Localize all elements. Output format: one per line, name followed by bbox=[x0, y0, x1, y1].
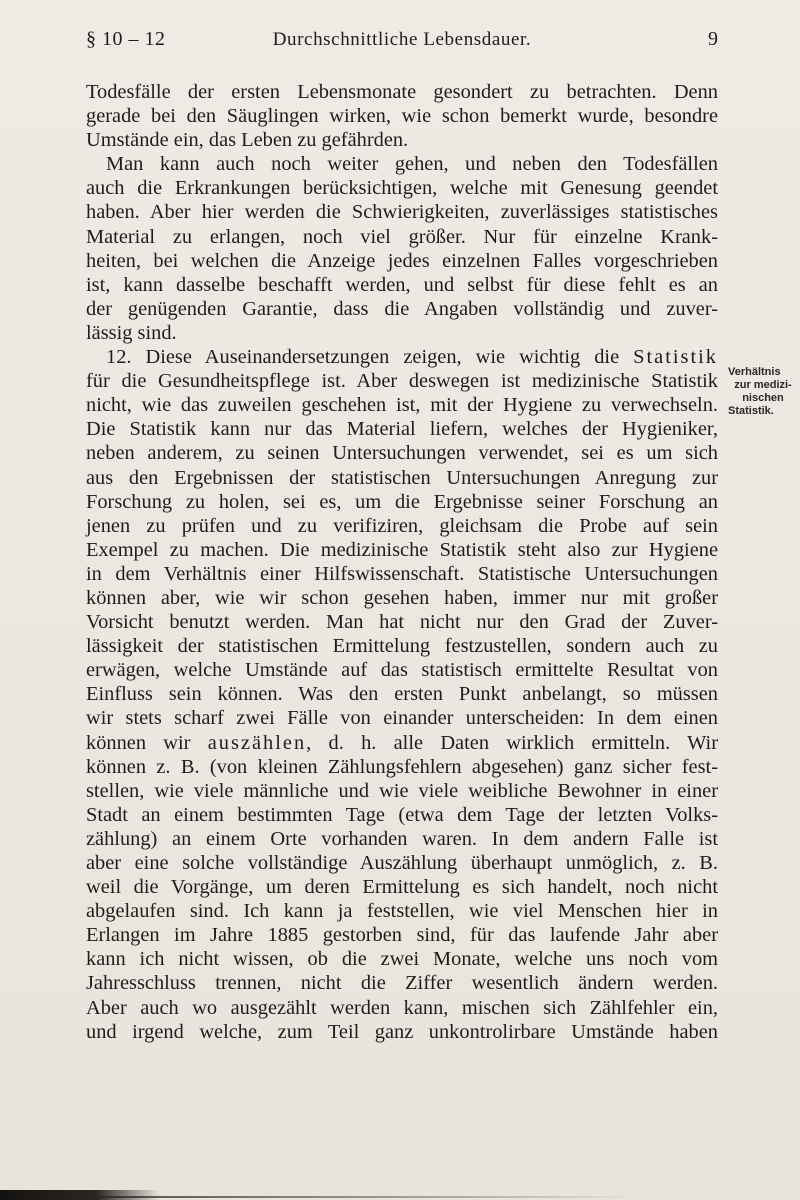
text-line: Die Statistik kann nur das Material liefern, welches der Hygieniker, bbox=[86, 418, 718, 441]
text-line: ist, kann dasselbe beschafft werden, und selbst für diese fehlt es an bbox=[86, 273, 718, 296]
emphasized-word: Statistik bbox=[633, 346, 718, 369]
page-number: 9 bbox=[708, 28, 718, 50]
text-line: können z. B. (von kleinen Zählungsfehlern abgesehen) ganz sicher fest- bbox=[86, 755, 718, 778]
text-line: nicht, wie das zuweilen geschehen ist, mit der Hygiene zu verwechseln. bbox=[86, 394, 718, 417]
text-line: aber eine solche vollständige Auszählung überhaupt unmöglich, z. B. bbox=[86, 852, 718, 874]
margin-note-line: zur medizi- bbox=[734, 379, 792, 391]
text-line: lässig sind. bbox=[86, 321, 177, 344]
text-line: können wir auszählen, d. h. alle Daten wirklich ermitteln. Wir bbox=[86, 731, 718, 754]
text-line: Aber auch wo ausgezählt werden kann, mischen sich Zählfehler ein, bbox=[86, 996, 718, 1019]
body-text bbox=[86, 80, 718, 1044]
text-line: Vorsicht benutzt werden. Man hat nicht nur den Grad der Zuver- bbox=[86, 611, 718, 634]
text-line: in dem Verhältnis einer Hilfswissenschaft. Statistische Untersuchungen bbox=[86, 562, 718, 585]
text-line: weil die Vorgänge, um deren Ermittelung es sich handelt, noch nicht bbox=[86, 876, 718, 899]
margin-note-line: Statistik. bbox=[728, 405, 774, 417]
text-line: der genügenden Garantie, dass die Angaben vollständig und zuver- bbox=[86, 297, 718, 320]
text-line: Man kann auch noch weiter gehen, und neben den Todesfällen bbox=[106, 153, 718, 176]
emphasized-word: auszählen bbox=[207, 731, 307, 754]
text-line: Erlangen im Jahre 1885 gestorben sind, für das laufende Jahr aber bbox=[86, 924, 718, 947]
text-line: erwägen, welche Umstände auf das statistisch ermittelte Resultat von bbox=[86, 659, 718, 682]
text-line: aus den Ergebnissen der statistischen Untersuchungen Anregung zur bbox=[86, 466, 718, 489]
text-line: neben anderem, zu seinen Untersuchungen verwendet, sei es um sich bbox=[86, 442, 718, 465]
section-reference: § 10 – 12 bbox=[86, 28, 166, 50]
text-line: Material zu erlangen, noch viel größer. Nur für einzelne Krank- bbox=[86, 225, 718, 248]
text-line: auch die Erkrankungen berücksichtigen, welche mit Genesung geendet bbox=[86, 177, 718, 200]
text-line: wir stets scharf zwei Fälle von einander unterscheiden: In dem einen bbox=[86, 707, 718, 730]
text-line: Forschung zu holen, sei es, um die Ergebnisse seiner Forschung an bbox=[86, 490, 718, 513]
text-line: Umstände ein, das Leben zu gefährden. bbox=[86, 129, 409, 152]
text-line: zählung) an einem Orte vorhanden waren. In dem andern Falle ist bbox=[86, 827, 718, 850]
text-line: Stadt an einem bestimmten Tage (etwa dem Tage der letzten Volks- bbox=[86, 803, 718, 826]
scan-edge-corner bbox=[0, 1190, 160, 1200]
text-line: abgelaufen sind. Ich kann ja feststellen, wie viel Menschen hier in bbox=[86, 900, 718, 923]
text-line: jenen zu prüfen und zu verifiziren, gleichsam die Probe auf sein bbox=[86, 514, 718, 537]
running-title: Durchschnittliche Lebensdauer. bbox=[272, 29, 532, 50]
text-line: Jahresschluss trennen, nicht die Ziffer wesentlich ändern werden. bbox=[86, 972, 718, 995]
text-line: gerade bei den Säuglingen wirken, wie schon bemerkt wurde, besondre bbox=[86, 105, 718, 128]
text-line: heiten, bei welchen die Anzeige jedes einzelnen Falles vorgeschrieben bbox=[86, 249, 718, 272]
text-line: Einfluss sein können. Was den ersten Punkt anbelangt, so müssen bbox=[86, 683, 718, 706]
text-line: stellen, wie viele männliche und wie viele weibliche Bewohner in einer bbox=[86, 779, 718, 802]
margin-note-line: nischen bbox=[742, 392, 784, 404]
text-line: Exempel zu machen. Die medizinische Statistik steht also zur Hygiene bbox=[86, 538, 718, 561]
text-line: haben. Aber hier werden die Schwierigkeiten, zuverlässiges statistisches bbox=[86, 201, 718, 224]
text-line: können aber, wie wir schon gesehen haben, immer nur mit großer bbox=[86, 586, 718, 609]
text-line: und irgend welche, zum Teil ganz unkontrolirbare Umstände haben bbox=[86, 1020, 718, 1043]
text-line: Todesfälle der ersten Lebensmonate gesondert zu betrachten. Denn bbox=[86, 81, 718, 103]
margin-note-line: Verhältnis bbox=[728, 366, 781, 378]
margin-note bbox=[728, 366, 798, 418]
running-head bbox=[86, 28, 718, 58]
text-line: 12. Diese Auseinandersetzungen zeigen, wie wichtig die Statistik bbox=[106, 346, 718, 369]
text-line: für die Gesundheitspflege ist. Aber deswegen ist medizinische Statistik bbox=[86, 370, 718, 393]
text-line: lässigkeit der statistischen Ermittelung festzustellen, sondern auch zu bbox=[86, 635, 718, 658]
text-line: kann ich nicht wissen, ob die zwei Monate, welche uns noch vom bbox=[86, 948, 718, 971]
